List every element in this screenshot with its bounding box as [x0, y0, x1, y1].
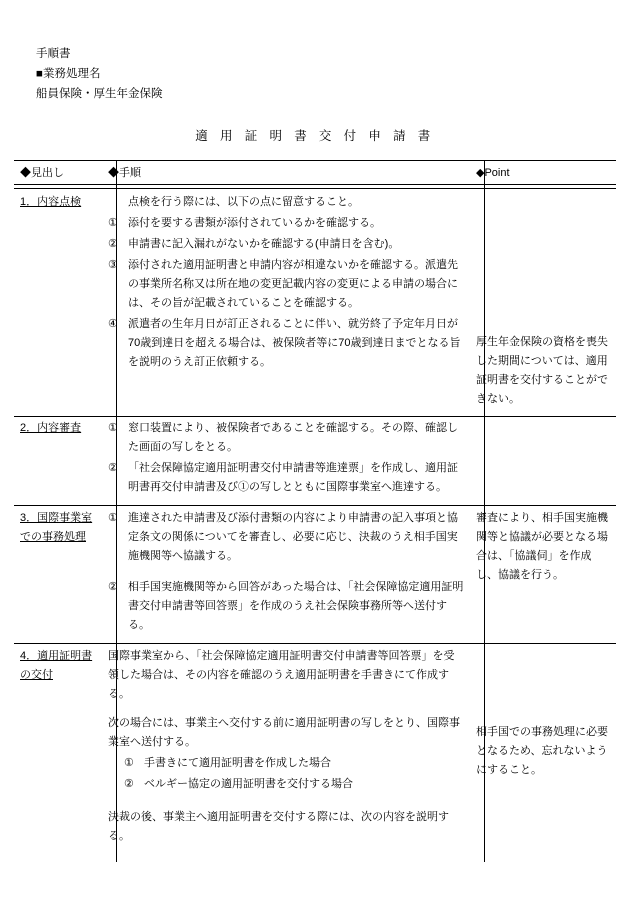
- list-item: [108, 459, 464, 497]
- row-heading-text: 3．国際事業室での事務処理: [20, 512, 93, 543]
- list-item: [108, 509, 464, 566]
- list-marker: ②: [108, 238, 118, 250]
- row-separator: [14, 505, 616, 506]
- row-point-1: [470, 189, 616, 416]
- list-item: [108, 419, 464, 457]
- list-marker: ②: [108, 581, 118, 593]
- row-heading-text: 1．内容点検: [20, 196, 82, 208]
- list-marker: ③: [108, 259, 118, 271]
- point-text: 厚生年金保険の資格を喪失した期間については、適用証明書を交付することができない。: [476, 336, 608, 405]
- list-text: 申請書に記入漏れがないかを確認する(申請日を含む)。: [128, 238, 400, 250]
- row-separator: [14, 643, 616, 644]
- row-separator: [14, 416, 616, 417]
- list-item: [108, 235, 464, 254]
- row-point-4: [470, 643, 616, 862]
- list-marker: ①: [108, 512, 118, 524]
- business-name: 船員保険・厚生年金保険: [36, 88, 163, 100]
- column-header-heading: ◆見出し: [14, 160, 102, 189]
- list-marker: ②: [108, 462, 118, 474]
- row-heading-4: [14, 643, 102, 862]
- table-row: [14, 415, 616, 505]
- list-text: 相手国実施機関等から回答があった場合は、「社会保障協定適用証明書交付申請書等回答票」を作成のうえ社会保険事務所等へ送付する。: [128, 581, 464, 631]
- document-type-label: 手順書: [36, 48, 71, 60]
- procedure-table: [14, 160, 616, 862]
- business-section-label: ■業務処理名: [36, 68, 101, 80]
- step-list: [108, 509, 464, 635]
- list-text: 添付された適用証明書と申請内容が相違ないかを確認する。派遣先の事業所名称又は所在地の変更記載内容の変更による申請の場合には、その旨が記載されていることを確認する。: [128, 259, 458, 309]
- list-marker: ①: [124, 757, 134, 769]
- row-point-2: [470, 415, 616, 505]
- row-heading-text: 4．適用証明書の交付: [20, 650, 93, 681]
- table-header-row: [14, 160, 616, 189]
- point-text: 審査により、相手国実施機関等と協議が必要となる場合は、「協議伺」を作成し、協議を行う。: [476, 512, 608, 581]
- column-header-steps: ◆手順: [102, 160, 470, 189]
- table-row: [14, 189, 616, 416]
- row-steps-3: [102, 505, 470, 643]
- point-text: 相手国での事務処理に必要となるため、忘れないようにすること。: [476, 726, 608, 776]
- list-item: [108, 315, 464, 372]
- list-text: 点検を行う際には、以下の点に留意すること。: [128, 196, 359, 208]
- list-marker: ①: [108, 422, 118, 434]
- list-item: [108, 193, 464, 212]
- list-marker: ①: [108, 217, 118, 229]
- row-heading-3: [14, 505, 102, 643]
- list-marker: ②: [124, 778, 134, 790]
- list-text: 添付を要する書類が添付されているかを確認する。: [128, 217, 381, 229]
- table-row: [14, 643, 616, 862]
- table-row: [14, 505, 616, 643]
- list-item: [108, 578, 464, 635]
- list-item: [124, 754, 464, 773]
- step-list: [108, 193, 464, 372]
- row-heading-text: 2．内容審査: [20, 422, 82, 434]
- list-item: [108, 256, 464, 313]
- step-list: [108, 419, 464, 497]
- paragraph: 国際事業室から、「社会保障協定適用証明書交付申請書等回答票」を受領した場合は、その内容を確認のうえ適用証明書を手書きにて作成する。: [108, 650, 455, 700]
- list-text: 手書きにて適用証明書を作成した場合: [144, 757, 331, 769]
- list-spacer: [108, 568, 464, 576]
- list-marker: [108, 193, 128, 212]
- list-item: [124, 775, 464, 794]
- list-item: [108, 214, 464, 233]
- list-text: 窓口装置により、被保険者であることを確認する。その際、確認した画面の写しをとる。: [128, 422, 458, 453]
- list-text: 進達された申請書及び添付書類の内容により申請書の記入事項と協定条文の関係についてを審査し、必要に応じ、決裁のうえ相手国実施機関等へ協議する。: [128, 512, 458, 562]
- paragraph: 次の場合には、事業主へ交付する前に適用証明書の写しをとり、国際事業室へ送付する。: [108, 717, 460, 748]
- list-text: 派遣者の生年月日が訂正されることに伴い、就労終了予定年月日が70歳到達日を超える場合は、被保険者等に70歳到達日までとなる旨を説明のうえ訂正依頼する。: [128, 318, 461, 368]
- closing-paragraph: 決裁の後、事業主へ適用証明書を交付する際には、次の内容を説明する。: [108, 811, 449, 842]
- column-header-point: ◆Point: [470, 160, 616, 189]
- row-heading-1: [14, 189, 102, 416]
- sub-item-list: [124, 754, 464, 794]
- list-text: ベルギー協定の適用証明書を交付する場合: [144, 778, 353, 790]
- row-steps-4: [102, 643, 470, 862]
- row-steps-2: [102, 415, 470, 505]
- row-heading-2: [14, 415, 102, 505]
- row-point-3: [470, 505, 616, 643]
- list-text: 「社会保障協定適用証明書交付申請書等進達票」を作成し、適用証明書再交付申請書及び①の写しとともに国際事業室へ進達する。: [128, 462, 458, 493]
- page-title: 適 用 証 明 書 交 付 申 請 書: [195, 129, 435, 143]
- list-marker: ④: [108, 318, 118, 330]
- row-steps-1: [102, 189, 470, 416]
